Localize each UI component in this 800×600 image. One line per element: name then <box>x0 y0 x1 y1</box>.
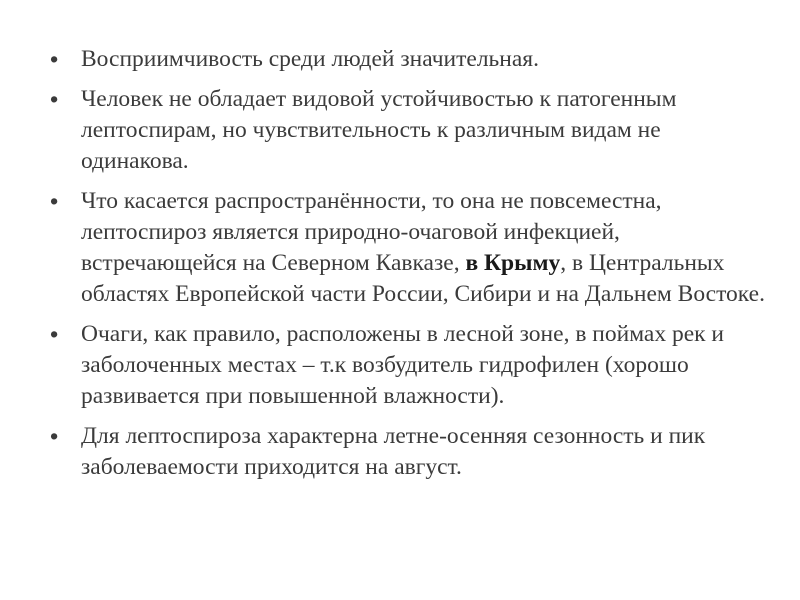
bullet-point-icon: • <box>50 423 59 449</box>
bullet-item-distribution <box>50 186 770 310</box>
bullet-point-icon: • <box>50 46 59 72</box>
bullet-text-part: , в Центральных областях Европейской части России, Сибири и на Дальнем Востоке. <box>81 250 765 307</box>
bullet-point-icon: • <box>50 321 59 347</box>
bullet-text: Очаги, как правило, расположены в лесной зоне, в поймах рек и заболоченных местах – т.к возбудитель гидрофилен (хорошо развивается при повышенной влажности). <box>81 321 725 409</box>
bullet-point-icon: • <box>50 188 59 214</box>
bullet-item-susceptibility <box>50 44 770 75</box>
bullet-text: Для лептоспироза характерна летне-осенняя сезонность и пик заболеваемости приходится на август. <box>81 423 706 480</box>
bullet-text-part: Что касается распространённости, то она не повсеместна, лептоспироз является природно-очаговой инфекцией, встречающейся на Северном Кавказе, <box>81 188 662 276</box>
bullet-text-bold: в Крыму <box>465 250 561 276</box>
bullet-item-foci <box>50 319 770 412</box>
bullet-item-seasonality <box>50 421 770 483</box>
bullet-list <box>50 44 770 492</box>
bullet-text: Человек не обладает видовой устойчивостью к патогенным лептоспирам, но чувствительность к различным видам не одинакова. <box>81 86 677 174</box>
bullet-item-resistance <box>50 84 770 177</box>
bullet-text: Восприимчивость среди людей значительная. <box>81 46 539 72</box>
bullet-point-icon: • <box>50 86 59 112</box>
